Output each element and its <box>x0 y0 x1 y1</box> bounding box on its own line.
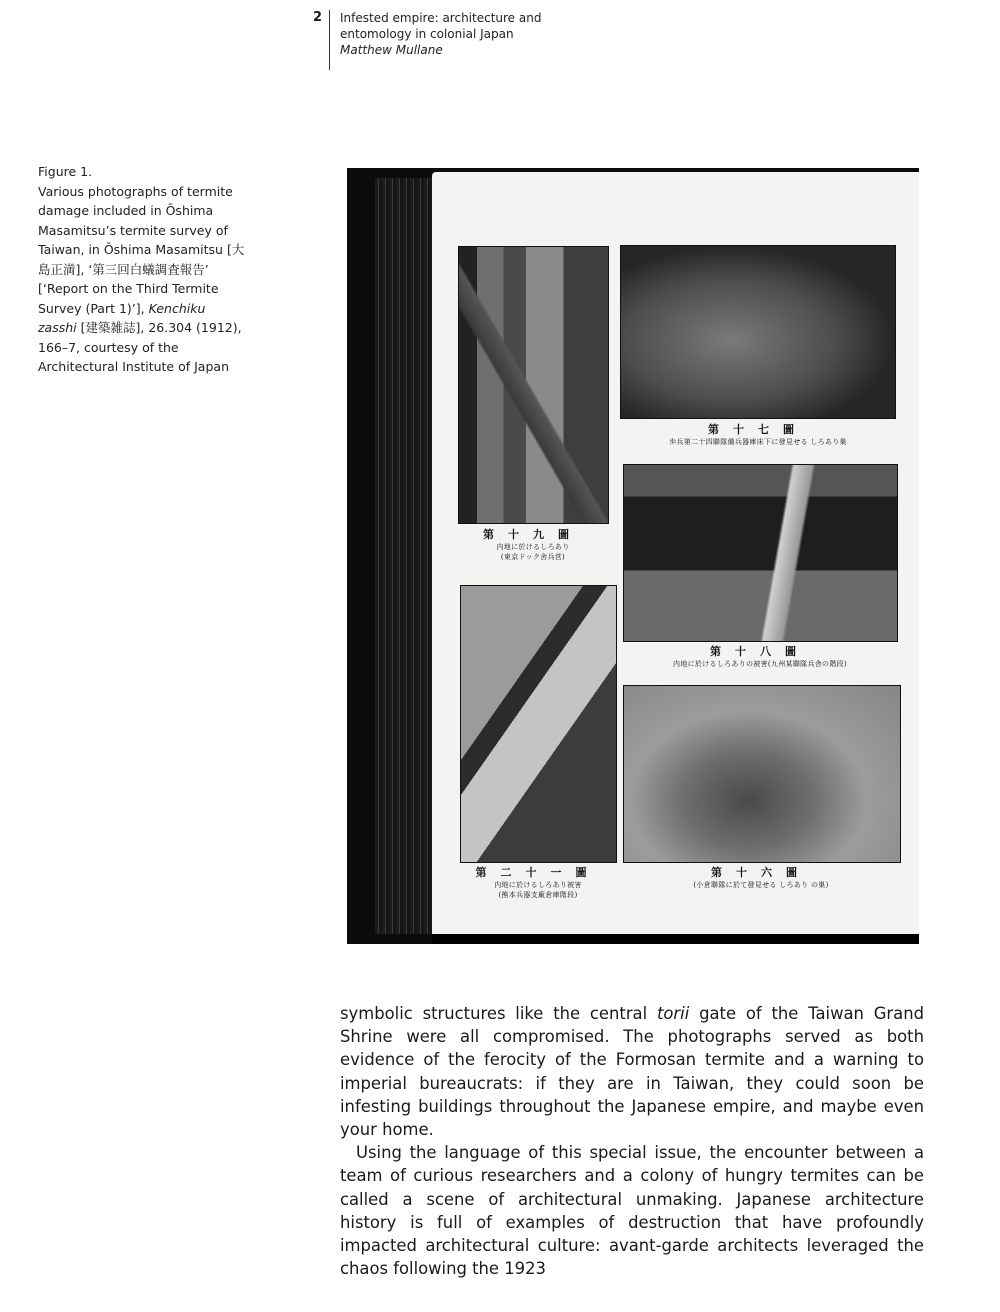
photo-fig19 <box>458 246 609 524</box>
photo-fig16 <box>623 685 901 863</box>
label-fig17-sub1: 歩兵第二十四聯隊備兵器庫床下に發見せる しろあり巣 <box>669 438 847 446</box>
label-fig16-title: 第十六圖 <box>711 866 811 879</box>
label-fig16-sub1: (小倉聯隊に於て發見せる しろあり の巣) <box>693 881 829 889</box>
p1-part-a: symbolic structures like the central <box>340 1004 657 1023</box>
running-header <box>340 10 541 58</box>
label-fig21-sub1: 内地に於けるしろあり被害 <box>494 881 582 889</box>
label-fig19-sub1: 内地に於けるしろあり <box>496 543 570 551</box>
label-fig18-sub1: 内地に於けるしろありの被害(九州某聯隊兵舎の階段) <box>673 660 847 668</box>
p1-part-b: gate of the Taiwan Grand Shrine were all compromised. The photographs served as both evidence of the ferocity of the Formosan termite and a warning to imperial bureaucrats: if they are in Taiwan, they could soon be infesting buildings throughout the Japanese empire, and maybe even your home. <box>340 1004 924 1140</box>
caption-text <box>38 182 248 377</box>
header-title-line1: Infested empire: architecture and <box>340 11 542 25</box>
paragraph-1 <box>340 1002 924 1141</box>
figure-scan <box>347 168 919 944</box>
figure-caption <box>38 162 248 377</box>
header-author: Matthew Mullane <box>340 43 443 57</box>
body-text <box>340 1002 924 1280</box>
paragraph-2: Using the language of this special issue, the encounter between a team of curious researchers and a colony of hungry termites can be called a scene of architectural unmaking. Japanese architecture history is full of examples of destruction that have profoundly impacted architectural culture: avant-garde architects leveraged the chaos following the 1923 <box>340 1143 924 1279</box>
label-fig17 <box>617 421 899 447</box>
caption-journal: Kenchiku zasshi <box>38 300 206 335</box>
label-fig19-sub2: (東京ドック舍兵営) <box>500 553 566 561</box>
caption-part1: Various photographs of termite damage included in Ōshima Masamitsu’s termite survey of Taiwan, in Ōshima Masamitsu [大島正満], ‘第三回白蟻調査報告’ [‘Report on the Third Termite Survey (Part 1)’], <box>38 183 245 316</box>
label-fig18-title: 第十八圖 <box>710 645 810 658</box>
header-divider <box>329 10 330 70</box>
photo-fig17 <box>620 245 896 419</box>
label-fig21-title: 第二十一圖 <box>475 866 601 879</box>
photo-fig18 <box>623 464 898 642</box>
label-fig16 <box>619 864 903 890</box>
scan-bottom-shadow <box>432 934 919 944</box>
label-fig18 <box>619 643 901 669</box>
label-fig19 <box>453 526 613 562</box>
photo-fig21 <box>460 585 617 863</box>
figure-label: Figure 1. <box>38 164 93 179</box>
label-fig21-sub2: (熊本兵器支廠倉庫階段) <box>498 891 578 899</box>
label-fig21 <box>453 864 623 900</box>
page-number: 2 <box>312 10 322 25</box>
caption-part2: [建築雑誌], 26.304 (1912), 166–7, courtesy of the Architectural Institute of Japan <box>38 320 242 374</box>
p1-torii: torii <box>656 1004 690 1023</box>
label-fig19-title: 第十九圖 <box>483 528 583 541</box>
header-title-line2: entomology in colonial Japan <box>340 27 514 41</box>
label-fig17-title: 第十七圖 <box>708 423 808 436</box>
